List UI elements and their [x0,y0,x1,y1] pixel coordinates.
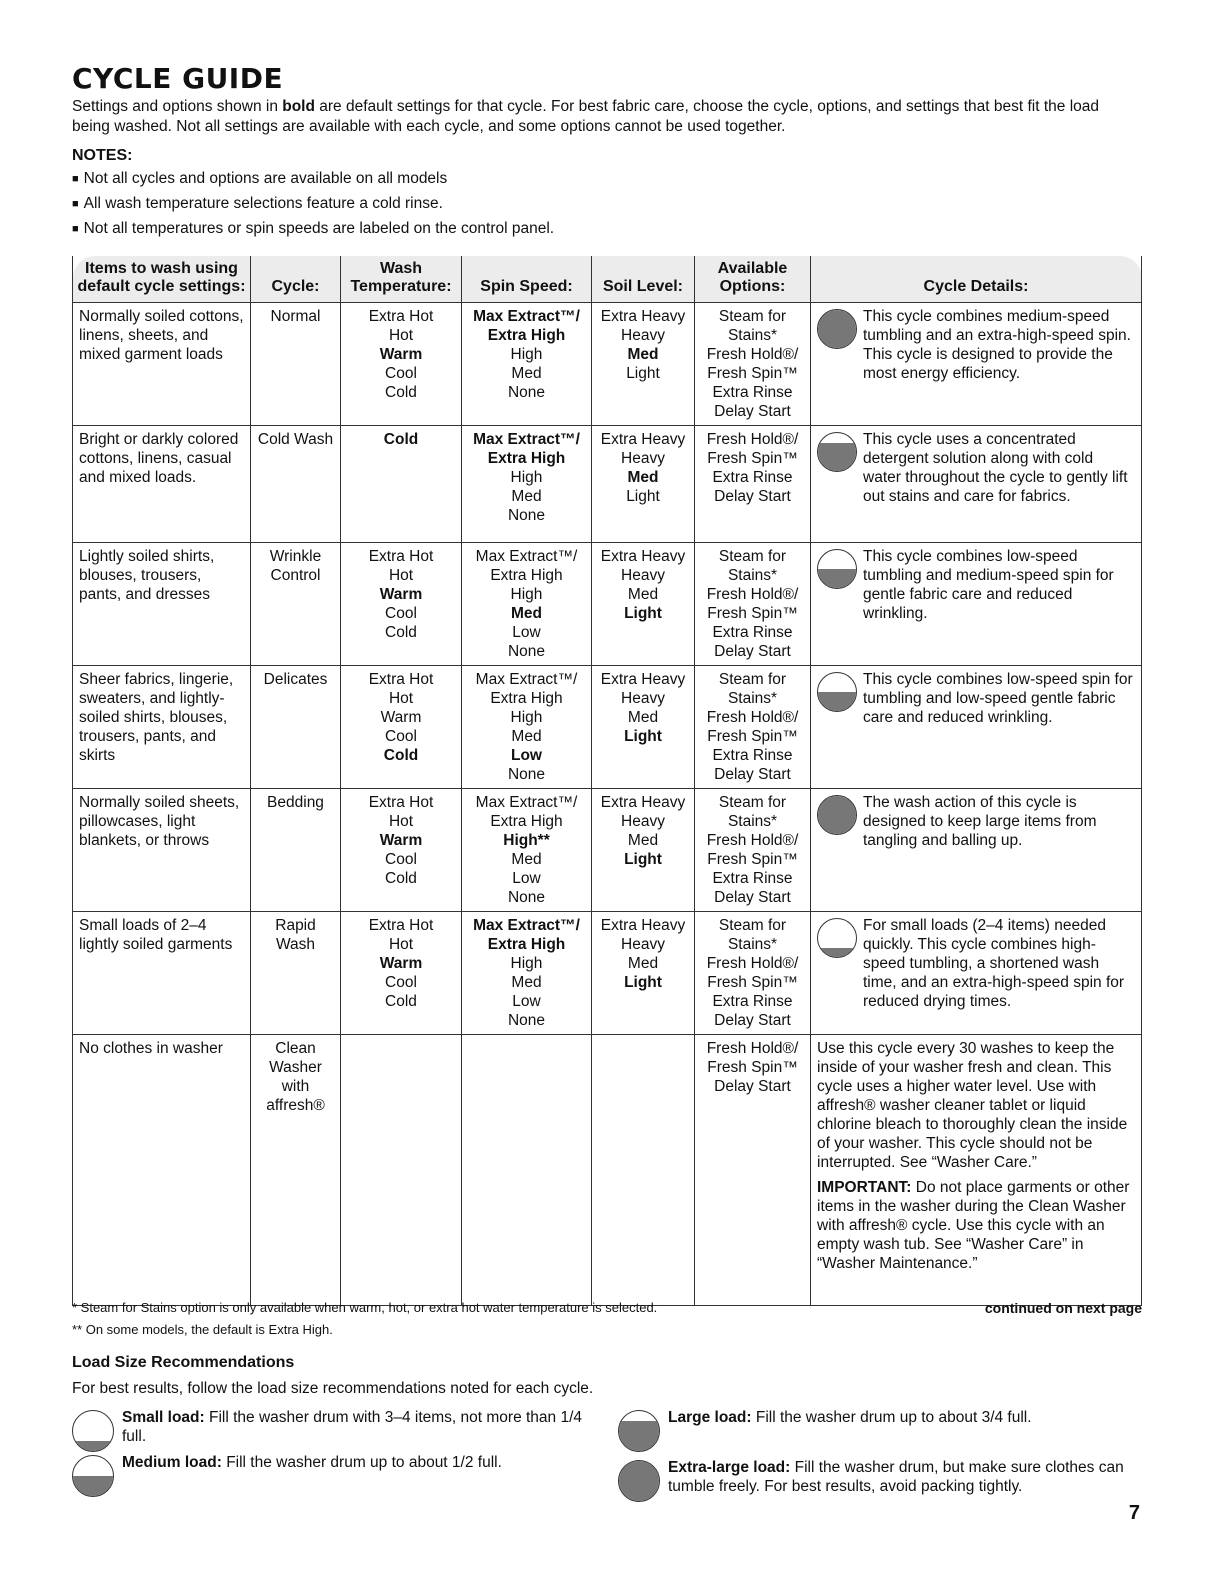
header-items: Items to wash using default cycle settings: [73,256,251,303]
temp-option: Cool [385,851,417,868]
cell-temp [341,543,462,666]
cell-spin [462,543,592,666]
option-item: Stains* [727,327,778,344]
table-row [73,543,1142,666]
important-label: IMPORTANT: [817,1179,912,1196]
cell-spin-empty [462,1035,592,1306]
cell-options [695,789,811,912]
cell-spin [462,912,592,1035]
cycle-detail-text: This cycle combines low-speed tumbling and medium-speed spin for gentle fabric care and reduced wrinkling. [863,548,1114,622]
soil-option: Light [624,605,662,622]
continued-note: continued on next page [984,1300,1142,1316]
temp-option: Cool [385,728,417,745]
temp-option: Extra Hot [368,548,434,565]
temp-option: Cold [383,747,419,764]
cell-temp [341,666,462,789]
header-soil-level: Soil Level: [592,256,695,303]
spin-option: Extra High [487,936,566,953]
important-text: Do not place garments or other items in the washer during the Clean Washer with affresh® cycle. Use this cycle with an empty wash tub. See “Washer Care” in “Washer Maintenance.” [817,1179,1130,1272]
cell-cycle: Bedding [251,789,341,912]
option-item: Extra Rinse [712,870,793,887]
cell-spin [462,303,592,426]
option-item: Steam for [718,308,787,325]
temp-option: Cool [385,605,417,622]
cell-cycle: Wrinkle Control [251,543,341,666]
soil-option: Med [627,586,659,603]
small-load-text: Fill the washer drum with 3–4 items, not more than 1/4 full. [122,1409,583,1445]
soil-option: Med [627,346,659,363]
soil-option: Heavy [621,327,665,344]
spin-option: Max Extract™/ [473,431,580,448]
cycle-guide-table [72,256,1142,1306]
medium-load-item [72,1453,602,1497]
table-row-clean-washer [73,1035,1142,1306]
temp-option: Hot [388,690,414,707]
cell-cycle: Clean Washer with affresh® [251,1035,341,1306]
footnote-default: ** On some models, the default is Extra High. [72,1322,333,1337]
option-item: Stains* [727,813,778,830]
cell-cycle: Cold Wash [251,426,341,543]
soil-option: Med [627,955,659,972]
small-load-icon [72,1410,114,1452]
page-title: CYCLE GUIDE [72,62,284,95]
cell-temp [341,426,462,543]
soil-option: Light [624,974,662,991]
option-item: Fresh Spin™ [707,605,798,622]
option-item: Delay Start [714,766,791,783]
cycle-detail-text: For small loads (2–4 items) needed quickly. This cycle combines high-speed tumbling, a shortened wash time, and an extra-high-speed spin for reduced drying times. [863,917,1125,1010]
load-size-icon [817,795,857,835]
option-item: Fresh Spin™ [707,365,798,382]
cell-temp [341,912,462,1035]
cell-details [811,543,1142,666]
spin-option: Extra High [490,690,563,707]
large-load-icon [618,1410,660,1452]
large-load-text: Fill the washer drum up to about 3/4 full. [751,1409,1032,1426]
soil-option: Heavy [621,450,665,467]
cell-details [811,426,1142,543]
table-row [73,789,1142,912]
option-item: Fresh Spin™ [707,851,798,868]
spin-option: Low [512,870,541,887]
cell-soil [592,426,695,543]
spin-option: High [510,586,543,603]
cell-items: Normally soiled sheets, pillowcases, light blankets, or throws [73,789,251,912]
temp-option: Hot [388,567,414,584]
temp-option: Warm [379,346,423,363]
load-size-icon [817,918,857,958]
spin-option: Max Extract™/ [475,671,578,688]
option-item: Extra Rinse [712,469,793,486]
cell-details [811,1035,1142,1306]
large-load-item [618,1408,1138,1452]
soil-option: Light [624,728,662,745]
temp-option: Warm [380,709,422,726]
notes-heading: NOTES: [72,147,133,164]
load-size-icon [817,672,857,712]
option-item: Fresh Hold®/ [706,586,799,603]
spin-option: None [507,643,546,660]
cell-options [695,303,811,426]
spin-option: Extra High [490,813,563,830]
load-size-intro: For best results, follow the load size recommendations noted for each cycle. [72,1380,594,1397]
temp-option: Cold [385,384,417,401]
spin-option: None [507,507,546,524]
option-item: Fresh Spin™ [707,450,798,467]
cell-temp [341,789,462,912]
header-wash-temp: Wash Temperature: [341,256,462,303]
table-row [73,303,1142,426]
temp-option: Extra Hot [368,917,434,934]
option-item: Delay Start [714,488,791,505]
option-item: Stains* [727,936,778,953]
note-item: ■ Not all cycles and options are available on all models [72,167,1142,192]
soil-option: Extra Heavy [600,671,686,688]
spin-option: Med [511,365,542,382]
large-load-label: Large load: [668,1409,752,1426]
option-item: Delay Start [714,643,791,660]
table-body [73,303,1142,1306]
intro-text-1: Settings and options shown in [72,98,283,115]
option-item: Extra Rinse [712,384,793,401]
header-options: Available Options: [695,256,811,303]
temp-option: Extra Hot [368,671,434,688]
soil-option: Extra Heavy [600,548,686,565]
option-item: Fresh Hold®/ [706,431,799,448]
spin-option: None [507,889,546,906]
spin-option: Low [512,624,541,641]
option-item: Steam for [718,794,787,811]
spin-option: Max Extract™/ [473,308,580,325]
option-item: Steam for [718,548,787,565]
table-row [73,426,1142,543]
cell-items: No clothes in washer [73,1035,251,1306]
spin-option: Med [511,974,542,991]
option-item: Delay Start [714,403,791,420]
option-item: Fresh Spin™ [707,728,798,745]
spin-option: Med [511,488,542,505]
soil-option: Heavy [621,936,665,953]
option-item: Stains* [727,690,778,707]
intro-paragraph [72,97,1132,137]
cell-cycle: Delicates [251,666,341,789]
option-item: Extra Rinse [712,624,793,641]
spin-option: Max Extract™/ [475,548,578,565]
option-item: Extra Rinse [712,993,793,1010]
cell-soil-empty [592,1035,695,1306]
spin-option: Max Extract™/ [475,794,578,811]
cell-cycle: Rapid Wash [251,912,341,1035]
cell-items: Normally soiled cottons, linens, sheets, and mixed garment loads [73,303,251,426]
spin-option: Med [511,851,542,868]
page-header [72,62,1142,242]
clean-washer-detail: Use this cycle every 30 washes to keep the inside of your washer fresh and clean. This cycle uses a higher water level. Use with affresh® washer cleaner tablet or liquid chlorine bleach to thoroughly clean the inside of your washer. This cycle should not be interrupted. See “Washer Care.” [817,1040,1128,1171]
note-item: ■ All wash temperature selections feature a cold rinse. [72,192,1142,217]
notes-list [72,167,1142,242]
option-item: Delay Start [714,1078,791,1095]
spin-option: High** [503,832,550,849]
cell-items: Lightly soiled shirts, blouses, trousers, pants, and dresses [73,543,251,666]
cell-options [695,912,811,1035]
important-note [817,1178,1135,1273]
table-row [73,666,1142,789]
soil-option: Extra Heavy [600,308,686,325]
xlarge-load-text: Fill the washer drum, but make sure clothes can tumble freely. For best results, avoid packing tightly. [668,1459,1124,1495]
spin-option: Extra High [490,567,563,584]
medium-load-label: Medium load: [122,1454,222,1471]
cell-details [811,666,1142,789]
spin-option: None [507,766,546,783]
spin-option: None [507,1012,546,1029]
soil-option: Heavy [621,690,665,707]
cycle-detail-text: This cycle combines medium-speed tumbling and an extra-high-speed spin. This cycle is designed to provide the most energy efficiency. [863,308,1131,382]
temp-option: Cool [385,365,417,382]
note-item: ■ Not all temperatures or spin speeds are labeled on the control panel. [72,217,1142,242]
cell-details [811,789,1142,912]
spin-option: High [510,955,543,972]
temp-option: Warm [379,586,423,603]
cell-spin [462,426,592,543]
soil-option: Med [627,469,659,486]
temp-option: Hot [388,813,414,830]
load-size-icon [817,309,857,349]
temp-option: Cold [385,870,417,887]
cell-cycle: Normal [251,303,341,426]
small-load-item [72,1408,602,1452]
cell-items: Sheer fabrics, lingerie, sweaters, and lightly-soiled shirts, blouses, trousers, pants, and skirts [73,666,251,789]
cell-items: Bright or darkly colored cottons, linens, casual and mixed loads. [73,426,251,543]
option-item: Steam for [718,671,787,688]
cell-soil [592,303,695,426]
cell-temp [341,303,462,426]
option-item: Fresh Hold®/ [706,1040,799,1057]
cell-spin [462,666,592,789]
cell-options [695,543,811,666]
soil-option: Extra Heavy [600,431,686,448]
cell-soil [592,912,695,1035]
spin-option: Med [511,728,542,745]
soil-option: Light [626,488,660,505]
spin-option: Low [511,747,542,764]
cell-options [695,1035,811,1306]
temp-option: Extra Hot [368,308,434,325]
temp-option: Warm [379,832,423,849]
temp-option: Hot [388,327,414,344]
option-item: Delay Start [714,889,791,906]
page-number: 7 [1128,1502,1140,1524]
soil-option: Med [627,709,659,726]
option-item: Fresh Hold®/ [706,709,799,726]
table-header-row [73,256,1142,303]
temp-option: Cold [385,624,417,641]
option-item: Fresh Hold®/ [706,832,799,849]
option-item: Extra Rinse [712,747,793,764]
soil-option: Med [627,832,659,849]
cell-spin [462,789,592,912]
cell-temp-empty [341,1035,462,1306]
temp-option: Warm [379,955,423,972]
header-cycle-details: Cycle Details: [811,256,1142,303]
cycle-detail-text: The wash action of this cycle is designed to keep large items from tangling and balling up. [863,794,1097,849]
cycle-detail-text: This cycle uses a concentrated detergent solution along with cold water throughout the cycle to gently lift out stains and care for fabrics. [863,431,1128,505]
intro-text-2: are default settings for that cycle. For best fabric care, choose the cycle, options, and settings that best fit the load being washed. Not all settings are available with each cycle, and some options cannot be used together. [72,98,1100,135]
cell-details [811,912,1142,1035]
small-load-label: Small load: [122,1409,205,1426]
header-cycle: Cycle: [251,256,341,303]
footnotes [72,1297,1142,1341]
soil-option: Extra Heavy [600,917,686,934]
spin-option: High [510,709,543,726]
load-size-heading: Load Size Recommendations [72,1354,295,1371]
cell-soil [592,666,695,789]
cell-options [695,426,811,543]
load-size-icon [817,432,857,472]
spin-option: High [510,469,543,486]
spin-option: Extra High [487,327,566,344]
option-item: Stains* [727,567,778,584]
spin-option: High [510,346,543,363]
footnote-steam: * Steam for Stains option is only available when warm, hot, or extra hot water temperature is selected. [72,1300,658,1315]
cell-items: Small loads of 2–4 lightly soiled garments [73,912,251,1035]
spin-option: None [507,384,546,401]
spin-option: Med [511,605,542,622]
temp-option: Cold [385,993,417,1010]
soil-option: Light [626,365,660,382]
option-item: Steam for [718,917,787,934]
spin-option: Low [512,993,541,1010]
cycle-detail-text: This cycle combines low-speed spin for tumbling and low-speed gentle fabric care and reduced wrinkling. [863,671,1133,726]
cell-soil [592,789,695,912]
spin-option: Extra High [487,450,566,467]
cell-soil [592,543,695,666]
temp-option: Cold [383,431,419,448]
cell-details [811,303,1142,426]
option-item: Fresh Hold®/ [706,955,799,972]
option-item: Fresh Spin™ [707,974,798,991]
temp-option: Hot [388,936,414,953]
table-row [73,912,1142,1035]
option-item: Fresh Spin™ [707,1059,798,1076]
soil-option: Heavy [621,813,665,830]
soil-option: Extra Heavy [600,794,686,811]
medium-load-icon [72,1455,114,1497]
xlarge-load-label: Extra-large load: [668,1459,791,1476]
load-size-icon [817,549,857,589]
xlarge-load-icon [618,1460,660,1502]
temp-option: Extra Hot [368,794,434,811]
option-item: Delay Start [714,1012,791,1029]
soil-option: Light [624,851,662,868]
xlarge-load-item [618,1458,1138,1502]
medium-load-text: Fill the washer drum up to about 1/2 full. [221,1454,502,1471]
option-item: Fresh Hold®/ [706,346,799,363]
spin-option: Max Extract™/ [473,917,580,934]
soil-option: Heavy [621,567,665,584]
cell-options [695,666,811,789]
intro-bold-word: bold [282,98,315,115]
temp-option: Cool [385,974,417,991]
header-spin-speed: Spin Speed: [462,256,592,303]
